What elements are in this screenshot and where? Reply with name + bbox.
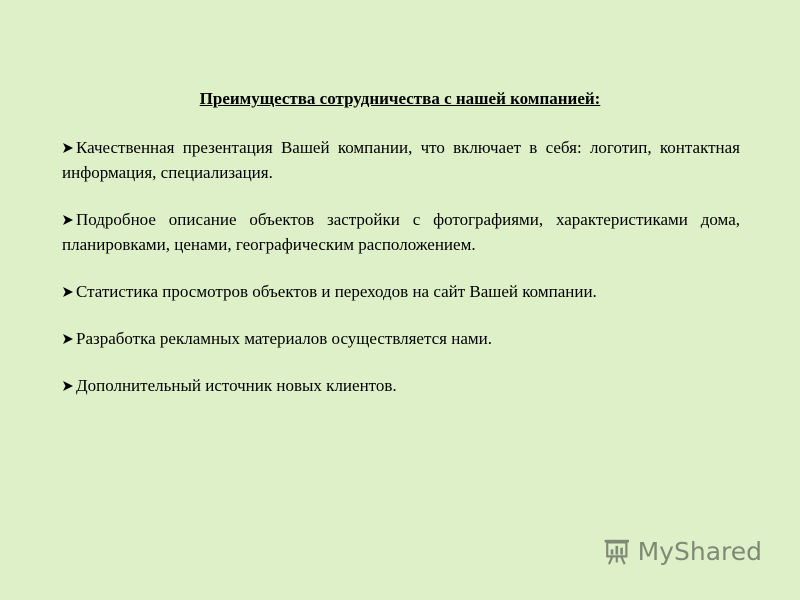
arrow-bullet-icon <box>62 142 74 154</box>
watermark-logo[interactable] <box>602 534 762 570</box>
arrow-bullet-icon <box>62 214 74 226</box>
arrow-bullet-icon <box>62 333 74 345</box>
bullet-text: Разработка рекламных материалов осуществляется нами. <box>76 329 492 348</box>
bullet-item <box>62 207 740 257</box>
watermark-text: MyShared <box>637 537 762 566</box>
slide-title: Преимущества сотрудничества с нашей компанией: <box>199 89 601 108</box>
arrow-bullet-icon <box>62 286 74 298</box>
presentation-board-icon <box>602 535 632 569</box>
arrow-bullet-icon <box>62 380 74 392</box>
bullet-text: Статистика просмотров объектов и переходов на сайт Вашей компании. <box>76 282 597 301</box>
bullet-item <box>62 326 740 351</box>
bullet-text: Качественная презентация Вашей компании, что включает в себя: логотип, контактная информация, специализация. <box>62 138 740 182</box>
bullet-text: Дополнительный источник новых клиентов. <box>76 376 397 395</box>
bullet-item <box>62 135 740 185</box>
bullet-list <box>62 135 740 398</box>
bullet-text: Подробное описание объектов застройки с фотографиями, характеристиками дома, планировками, ценами, географическим расположением. <box>62 210 740 254</box>
bullet-item <box>62 373 740 398</box>
bullet-item <box>62 279 740 304</box>
